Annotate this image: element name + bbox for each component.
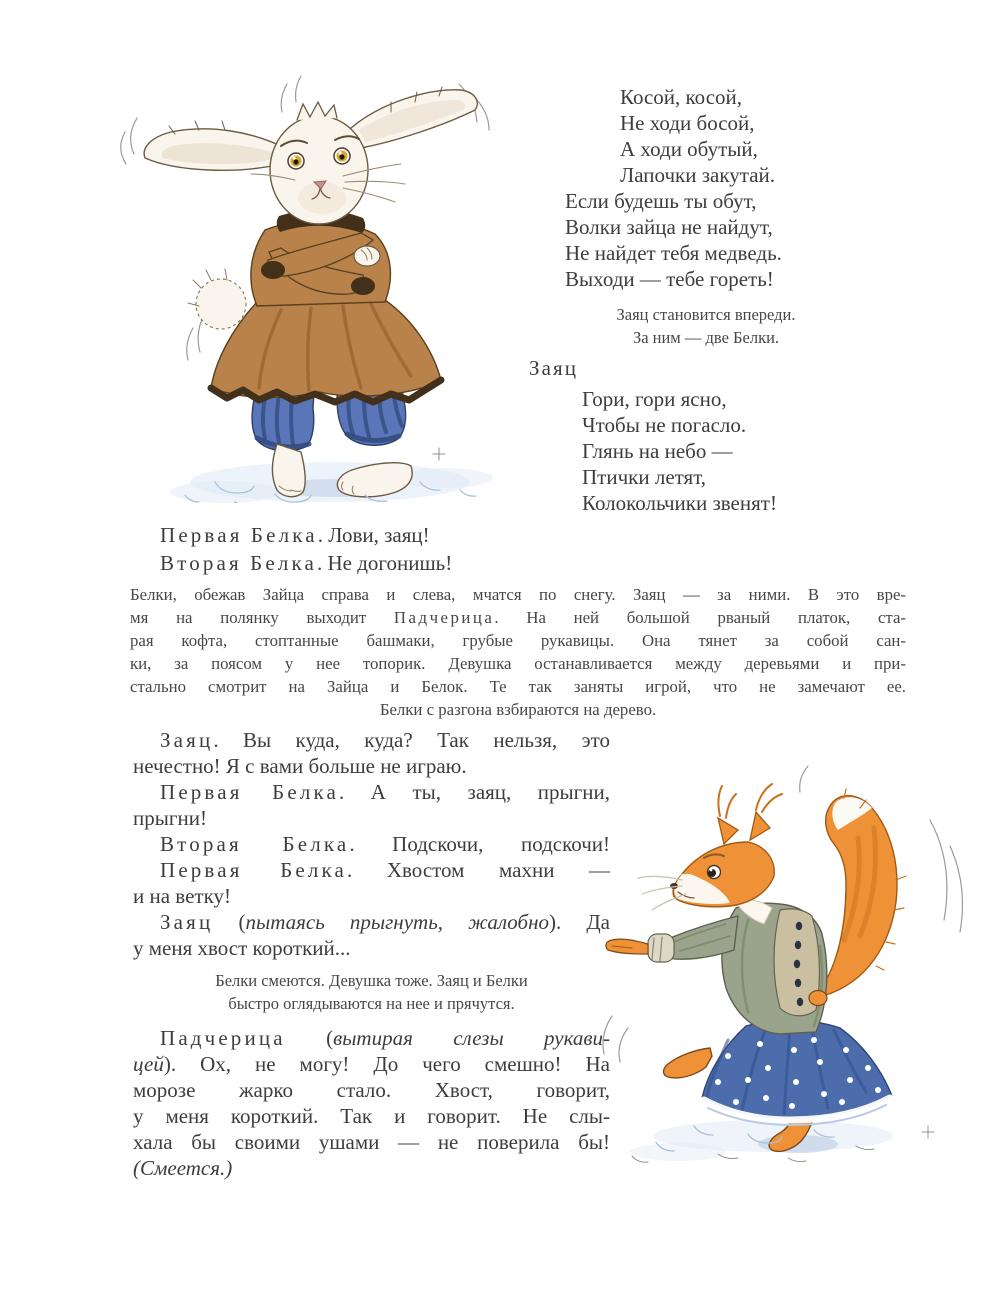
- text-line: Не ходи босой,: [620, 111, 755, 135]
- text-line: цей). Ох, не могу! До чего смешно! На: [133, 1052, 610, 1076]
- squirrel-calls: [160, 521, 640, 577]
- text-line: Первая Белка. Хвостом махни —: [160, 858, 610, 882]
- squirrel-illustration: [598, 750, 968, 1170]
- hare-verse-lines: [582, 386, 777, 516]
- hare-tail: [196, 279, 246, 329]
- text-line: Белки с разгона взбираются на дерево.: [379, 700, 657, 719]
- snow: [630, 1120, 893, 1161]
- text-line: Колокольчики звенят!: [582, 491, 777, 515]
- squirrel-skirt: [702, 1020, 892, 1118]
- text-line: Первая Белка. Лови, заяц!: [160, 523, 430, 547]
- dialogue-block: [133, 857, 610, 909]
- text-line: прыгни!: [133, 806, 207, 830]
- dialogue-blocks: [133, 727, 610, 961]
- text-line: Первая Белка. А ты, заяц, прыгни,: [160, 780, 610, 804]
- text-line: хала бы своими ушами — не поверила бы!: [133, 1130, 610, 1154]
- text-line: ки, за поясом у нее топорик. Девушка останавливается между деревьями и при-: [130, 654, 906, 673]
- dialogue-block: [133, 831, 610, 857]
- squirrel-eye: [708, 866, 721, 879]
- text-line: Лапочки закутай.: [620, 163, 775, 187]
- text-line: (Смеется.): [133, 1156, 233, 1180]
- hare-speech-speaker: Заяц: [529, 356, 579, 380]
- text-line: Чтобы не погасло.: [582, 413, 747, 437]
- text-line: стально смотрит на Зайца и Белок. Те так заняты игрой, что не замечают ее.: [130, 677, 906, 696]
- dialogue-block: [133, 1025, 610, 1181]
- text-line: Глянь на небо —: [582, 439, 733, 463]
- text-line: Белки, обежав Зайца справа и слева, мчатся по снегу. Заяц — за ними. В это вре-: [130, 585, 906, 604]
- text-line: Заяц становится впереди.: [616, 305, 796, 324]
- text-line: Выходи — тебе гореть!: [565, 267, 774, 291]
- squirrel-front-foot: [664, 1048, 713, 1078]
- hare-coat-skirt: [211, 300, 441, 398]
- text-line: А ходи обутый,: [620, 137, 758, 161]
- snow: [170, 462, 493, 503]
- left-column: [133, 727, 610, 1181]
- text-line: нечестно! Я с вами больше не играю.: [133, 754, 467, 778]
- text-line: и на ветку!: [133, 884, 231, 908]
- text-line: Гори, гори ясно,: [582, 387, 727, 411]
- text-line: у меня хвост короткий...: [133, 936, 351, 960]
- text-line: Волки зайца не найдут,: [565, 215, 773, 239]
- text-line: За ним — две Белки.: [632, 327, 780, 347]
- stepdaughter-block: [133, 1025, 610, 1181]
- counting-rhyme: [565, 84, 935, 292]
- dialogue-block: [133, 779, 610, 831]
- text-line: Птички летят,: [582, 465, 707, 489]
- text-line: Белки смеются. Девушка тоже. Заяц и Белки: [215, 971, 528, 990]
- stage-direction-1: [556, 304, 856, 349]
- text-line: рая кофта, стоптанные башмаки, грубые рукавицы. Она тянет за собой сан-: [130, 631, 906, 650]
- text-line: мя на полянку выходит Падчерица. На ней большой рваный платок, ста-: [130, 608, 906, 627]
- squirrel-fist: [809, 991, 827, 1006]
- text-line: Если будешь ты обут,: [565, 189, 757, 213]
- text-line: быстро оглядываются на нее и прячутся.: [228, 993, 515, 1013]
- dialogue-block: [133, 909, 610, 961]
- stage-direction-3: [133, 970, 610, 1015]
- squirrel-hand: [606, 939, 648, 954]
- text-line: у меня короткий. Так и говорит. Не слы-: [133, 1104, 610, 1128]
- dialogue-block: [133, 727, 610, 779]
- text-line: Падчерица (вытирая слезы рукави-: [160, 1026, 610, 1050]
- text-line: Вторая Белка. Не догонишь!: [160, 551, 453, 575]
- text-line: Вторая Белка. Подскочи, подскочи!: [160, 832, 610, 856]
- hare-paw: [354, 246, 380, 266]
- text-line: Заяц. Вы куда, куда? Так нельзя, это: [160, 728, 610, 752]
- text-line: Заяц (пытаясь прыгнуть, жалобно). Да: [160, 910, 611, 934]
- text-line: Косой, косой,: [620, 85, 743, 109]
- text-line: Не найдет тебя медведь.: [565, 241, 782, 265]
- hare-illustration: [115, 58, 525, 503]
- text-line: морозе жарко стало. Хвост, говорит,: [133, 1078, 610, 1102]
- stage-direction-2: [130, 583, 906, 721]
